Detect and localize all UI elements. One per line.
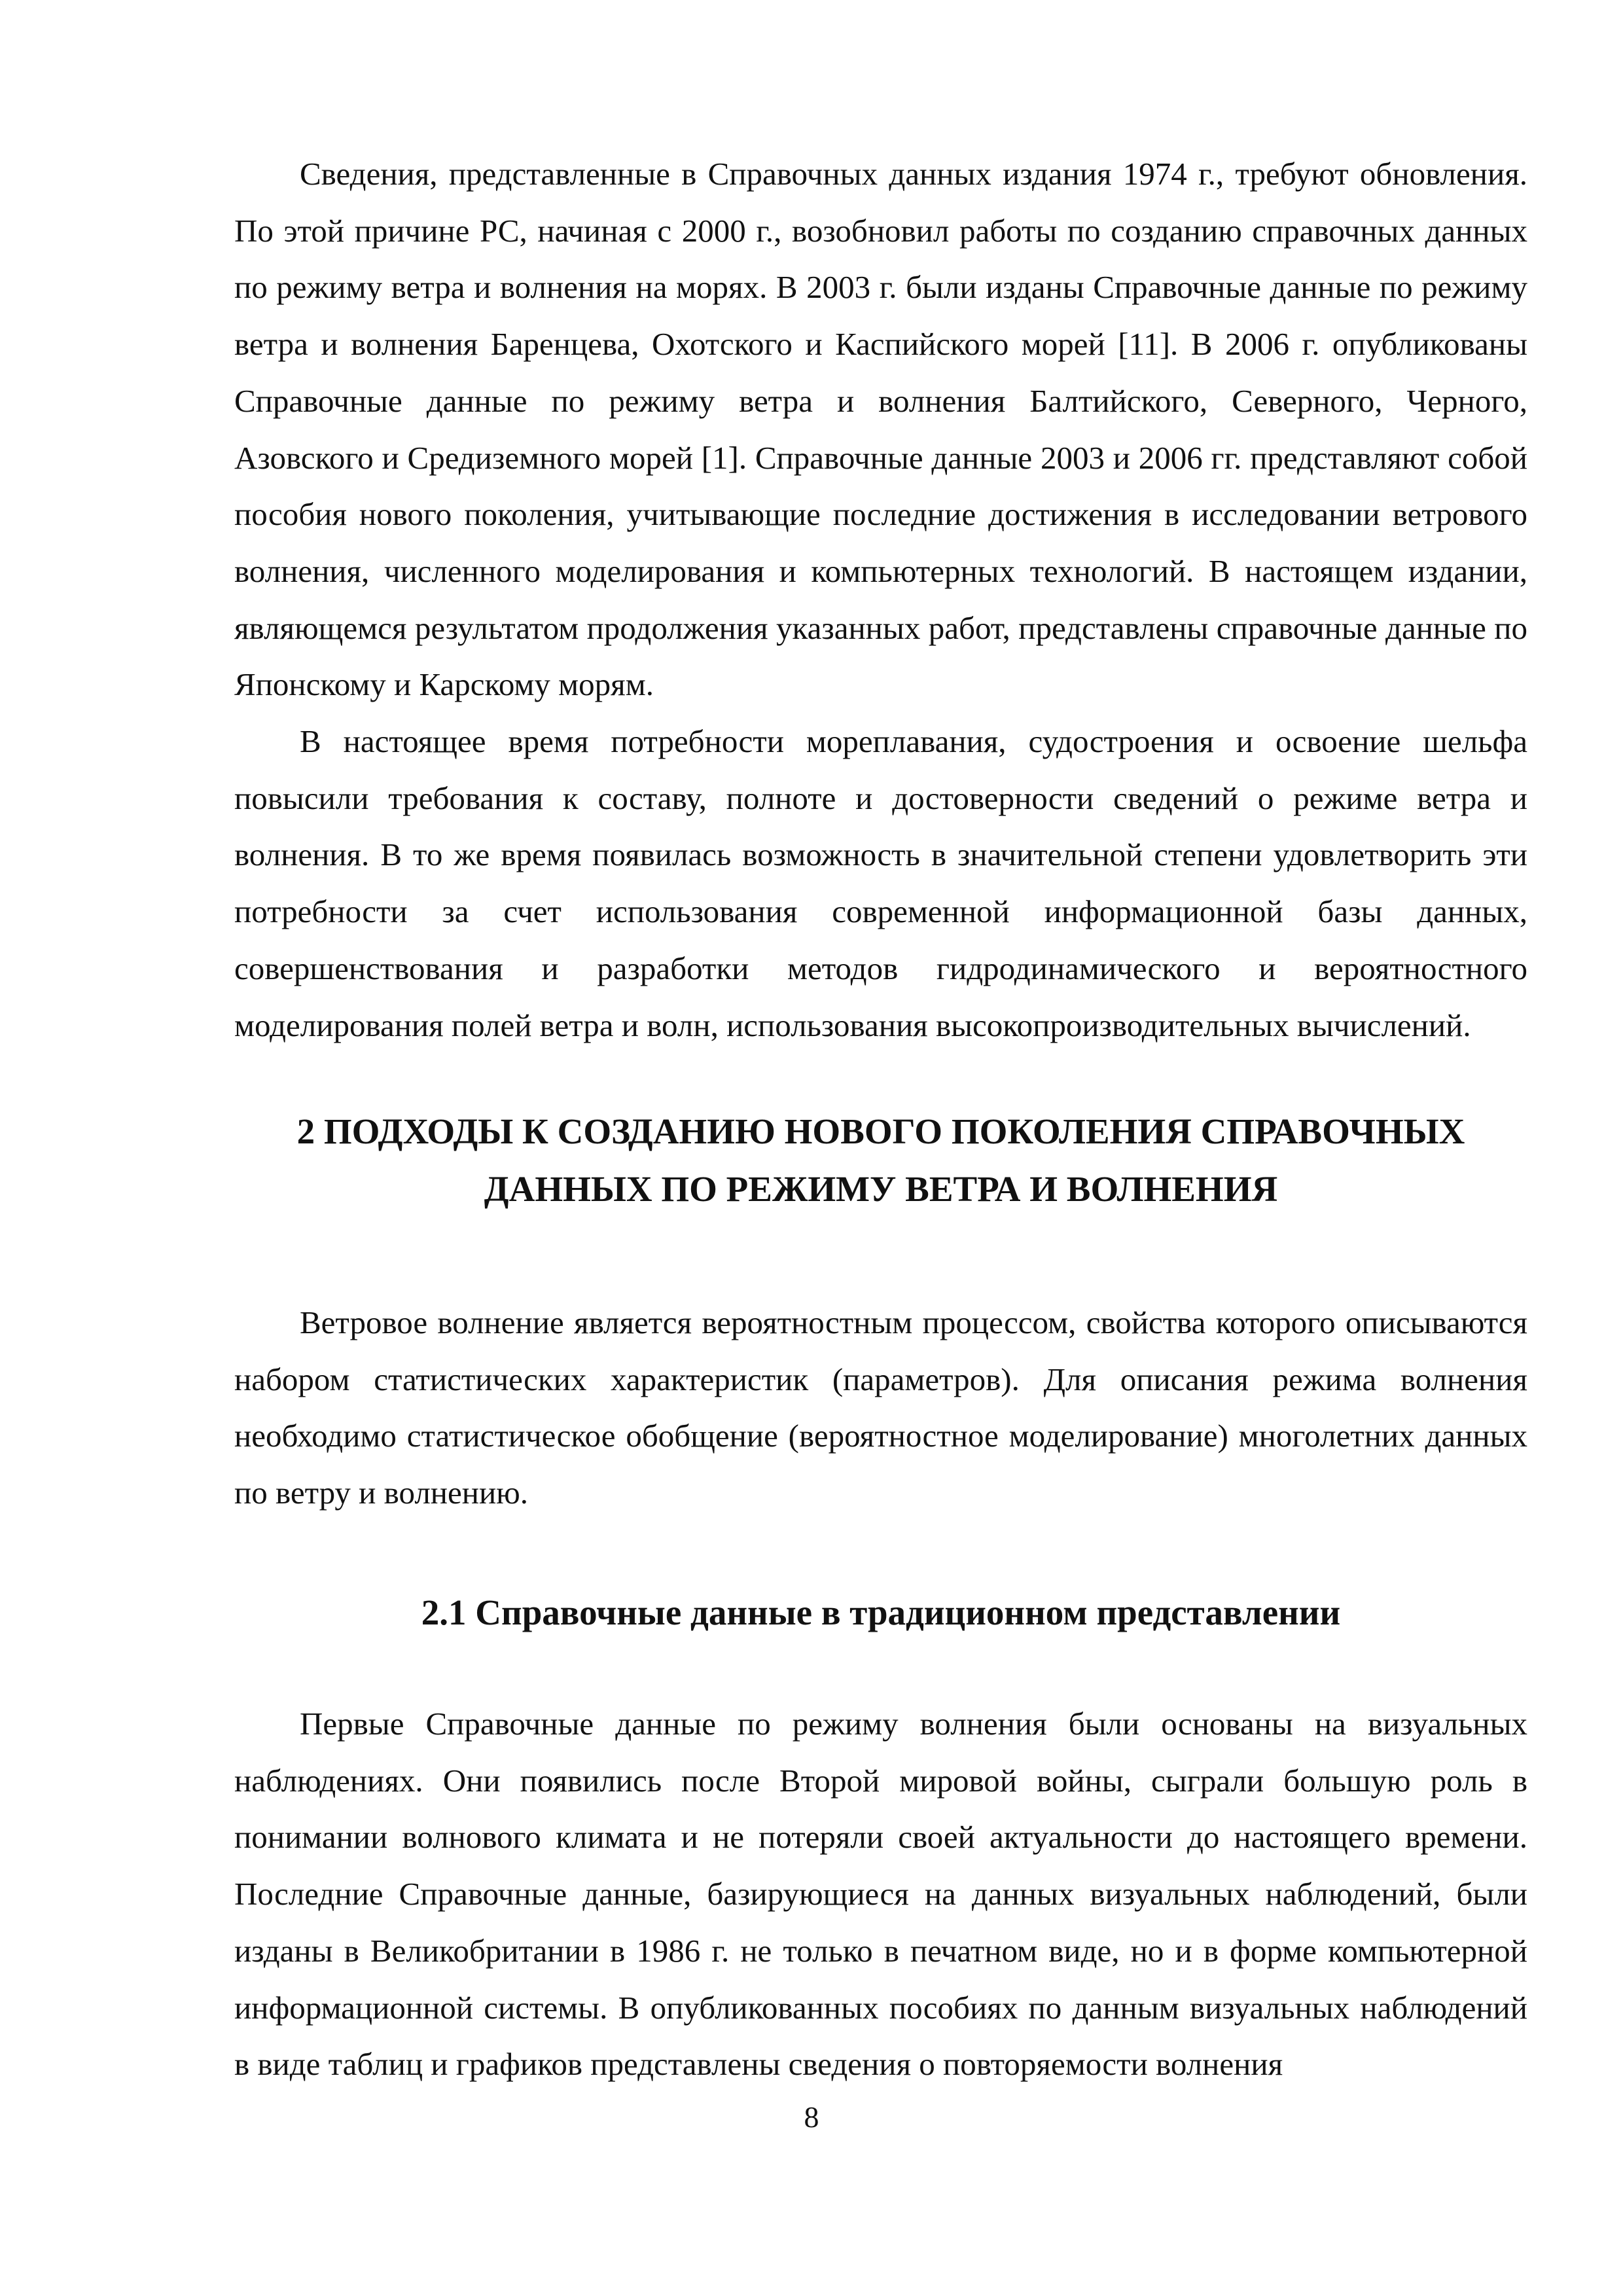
intro-paragraph-1: Сведения, представленные в Справочных данных издания 1974 г., требуют обновления. По этой причине РС, начиная с 2000 г., возобновил работы по созданию справочных данных по режиму ветра и волнения на морях. В 2003 г. были изданы Справочные данные по режиму ветра и волнения Баренцева, Охотского и Каспийского морей [11]. В 2006 г. опубликованы Справочные данные по режиму ветра и волнения Балтийского, Северного, Черного, Азовского и Средиземного морей [1]. Справочные данные 2003 и 2006 гг. представляют собой пособия нового поколения, учитывающие последние достижения в исследовании ветрового волнения, численного моделирования и компьютерных технологий. В настоящем издании, являющемся результатом продолжения указанных работ, представлены справочные данные по Японскому и Карскому морям.	[234, 156, 1527, 703]
subsection-text-block	[234, 1696, 1527, 2093]
subsection-paragraph: Первые Справочные данные по режиму волнения были основаны на визуальных наблюдениях. Они появились после Второй мировой войны, сыграли большую роль в понимании волнового климата и не потеряли своей актуальности до настоящего времени. Последние Справочные данные, базирующиеся на данных визуальных наблюдений, были изданы в Великобритании в 1986 г. не только в печатном виде, но и в форме компьютерной информационной системы. В опубликованных пособиях по данным визуальных наблюдений в виде таблиц и графиков представлены сведения о повторяемости волнения	[234, 1706, 1527, 2083]
section-text-block	[234, 1295, 1527, 1522]
section-paragraph: Ветровое волнение является вероятностным процессом, свойства которого описываются набором статистических характеристик (параметров). Для описания режима волнения необходимо статистическое обобщение (вероятностное моделирование) многолетних данных по ветру и волнению.	[234, 1304, 1527, 1511]
page-number: 8	[804, 2100, 819, 2134]
section-heading-line-1: 2 ПОДХОДЫ К СОЗДАНИЮ НОВОГО ПОКОЛЕНИЯ СПРАВОЧНЫХ	[296, 1111, 1465, 1151]
section-heading-line-2: ДАННЫХ ПО РЕЖИМУ ВЕТРА И ВОЛНЕНИЯ	[484, 1169, 1278, 1209]
section-heading	[234, 1103, 1527, 1218]
subsection-heading: 2.1 Справочные данные в традиционном представлении	[421, 1592, 1341, 1632]
intro-text-block	[234, 146, 1527, 1054]
intro-paragraph-2: В настоящее время потребности мореплавания, судостроения и освоение шельфа повысили требования к составу, полноте и достоверности сведений о режиме ветра и волнения. В то же время появилась возможность в значительной степени удовлетворить эти потребности за счет использования современной информационной базы данных, совершенствования и разработки методов гидродинамического и вероятностного моделирования полей ветра и волн, использования высокопроизводительных вычислений.	[234, 723, 1527, 1043]
